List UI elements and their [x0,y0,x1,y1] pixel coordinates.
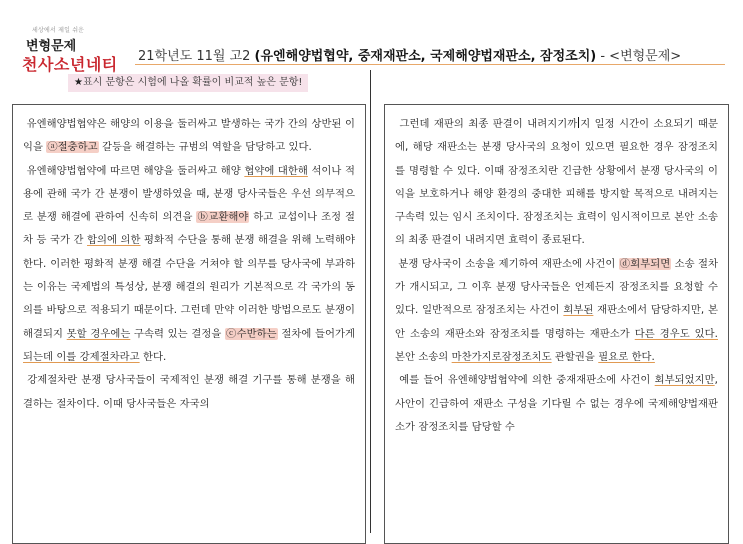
text-run: 예를 들어 유엔해양법협약에 의한 중재재판소에 사건이 [399,374,655,387]
logo-main-text: 변형문제 [26,39,77,54]
text-run: 구속력 있는 결정을 [130,327,225,340]
text-run: 본안 소송의 [395,350,452,363]
title-suffix: - <변형문제> [596,49,682,64]
text-run: 절차에 들어가게 [277,327,355,340]
text-run: 평화적 수단을 통해 분쟁 해결을 위해 노력해야 한다. 이러한 평화적 분쟁 해결 수단을 거쳐야 할 의무를 당사국에 부과하는 이유는 국제법의 특성상, 분쟁 해결의 원리가 기본적으로 각 국가의 동의를 바탕으로 적용되기 때문이다. 그런데 만약 이러한 방법으로도 분쟁이 해결되지 [23,234,355,340]
brand-logo [22,25,132,74]
text-run: 재판소에서 담당하지만, 본안 소송의 재판소와 잠정조치를 명령하는 재판소가 [395,304,718,340]
logo-tagline: 세상에서 제일 쉬운 [32,27,85,34]
title-topic: (유엔해양법협약, 중재재판소, 국제해양법재판소, 잠정조치) [254,49,597,64]
underlined-phrase: 마찬가지로잠정조치도 [451,350,552,363]
text-run: 유엔해양법협약은 해양의 이용을 둘러싸고 발생하는 국가 간의 상반된 이익을 [23,118,355,154]
text-run: 지 일정 시간이 소요되기 때문에, 해당 재판소는 분쟁 당사국의 요청이 있으면 필요한 경우 잠정조치를 명령할 수 있다. 이때 잠정조치란 긴급한 상황에서 분쟁 당사국의 이익을 보호하거나 해양 환경의 중대한 피해를 방지할 목적으로 내려지는 구속력 있는 임시 조치이다. 잠정조치는 효력이 임시적이므로 본안 소송의 최종 판결이 내려지면 효력이 종료된다. [395,118,718,247]
notice-tagline [68,74,308,92]
left-paragraph-3 [13,369,365,416]
underlined-phrase: 협약에 대한해 [244,164,308,177]
underlined-phrase: 필요로 한다. [598,350,655,363]
underlined-phrase: 회부되었지만 [654,374,715,387]
text-run: 갈등을 해결하는 규범의 역할을 담당하고 있다. [98,141,312,154]
page-title [138,45,681,64]
underlined-phrase: 회부된 [563,304,594,317]
underlined-phrase: 합의에 의한 [87,234,141,247]
underlined-phrase: 되는데 이를 강제절차라고 [23,350,140,363]
text-run: 하고 교섭이나 조정 절차 등 국가 간 [23,211,356,247]
logo-brand-text: 천사소년네티 [22,55,118,74]
right-paragraph-1 [385,113,728,253]
underlined-phrase: 못할 경우에는 [66,327,131,340]
text-run: 그런데 재판의 최종 판결이 내려지기까 [399,118,578,130]
marked-word-a: ⓐ절충하고 [47,141,98,154]
tagline-text: 표시 문항은 시험에 나올 확률이 비교적 높은 문항! [82,77,303,88]
text-run: , 사안이 긴급하여 재판소 구성을 기다릴 수 없는 경우에 국제해양법재판소가 잠정조치를 담당할 수 [395,374,718,433]
right-passage-box [384,104,729,544]
column-divider [370,70,371,533]
text-run: 분쟁 당사국이 소송을 제기하여 재판소에 사건이 [398,257,619,270]
right-paragraph-3 [385,369,728,439]
text-run: 유엔해양법협약에 따르면 해양을 둘러싸고 해양 [26,164,245,177]
text-run: 소송 절차가 개시되고, 그 이후 분쟁 당사국들은 언제든지 잠정조치를 요청할 수 있다. 일반적으로 잠정조치는 사건이 [395,257,718,317]
marked-word-d: ⓓ회부되면 [619,257,671,270]
text-run: 한다. [139,350,167,363]
title-underline [135,64,725,65]
underlined-phrase: 다른 경우도 있다. [634,327,718,340]
marked-word-c: ⓒ수반하는 [225,327,277,340]
title-prefix: 21학년도 11월 고2 [138,49,255,64]
right-paragraph-2 [385,253,728,369]
left-passage-box [12,104,366,544]
header [0,0,743,72]
star-icon: ★ [74,77,83,88]
text-run: 관할권을 [551,350,599,363]
text-run: 강제절차란 분쟁 당사국들이 국제적인 분쟁 해결 기구를 통해 분쟁을 해결하는 절차이다. 이때 당사국들은 자국의 [23,374,356,410]
left-paragraph-2 [13,160,365,370]
left-paragraph-1 [13,113,365,160]
text-run: 석이나 적용에 관해 국가 간 분쟁이 발생하였을 때, 분쟁 당사국들은 우선 의무적으로 분쟁 해결에 관하여 신속히 의견을 [23,164,355,224]
marked-word-b: ⓑ교환해야 [197,211,249,224]
